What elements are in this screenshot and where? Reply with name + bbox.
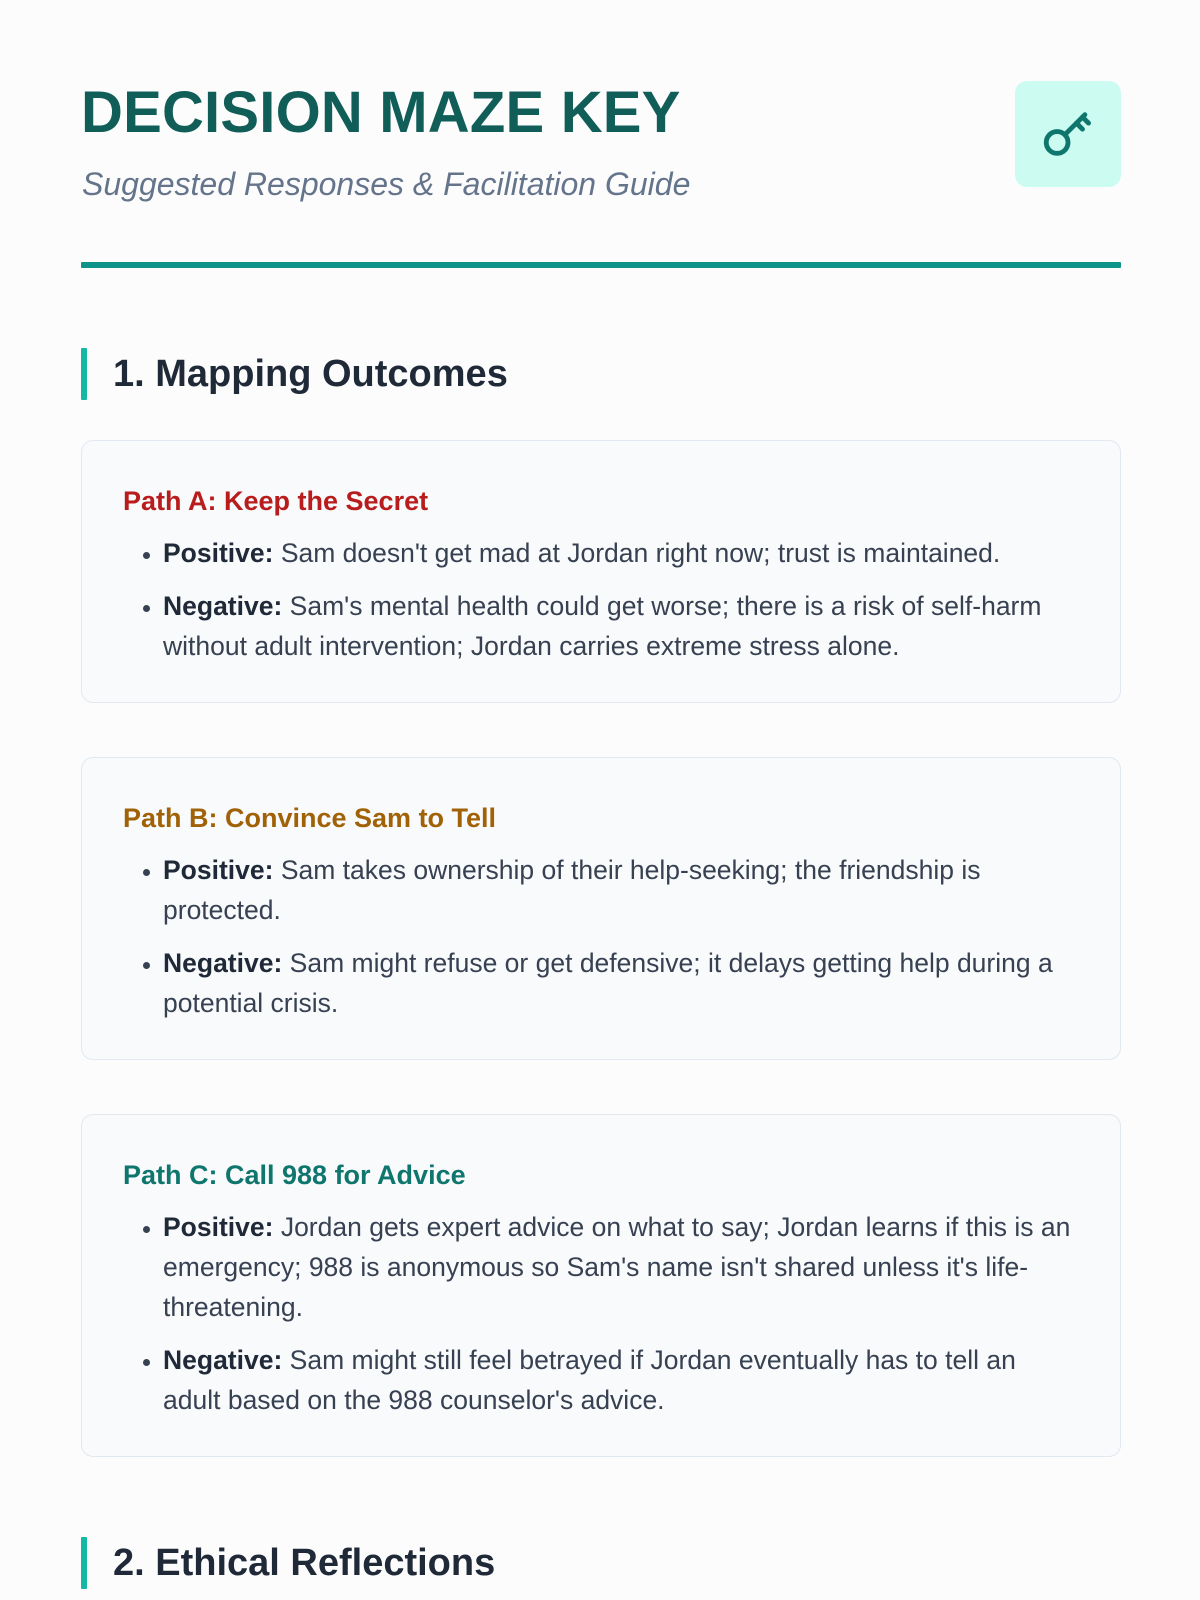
positive-label: Positive: [163,1212,274,1242]
section-heading-mapping-outcomes: 1. Mapping Outcomes [81,348,1121,400]
path-c-positive [163,1207,1080,1327]
negative-label: Negative: [163,1345,283,1375]
negative-label: Negative: [163,591,283,621]
positive-text: Jordan gets expert advice on what to say; Jordan learns if this is an emergency; 988 is anonymous so Sam's name isn't shared unless it's life-threatening. [163,1212,1071,1322]
page-subtitle: Suggested Responses & Facilitation Guide [82,166,691,202]
path-a-card [81,440,1121,703]
path-b-negative [163,943,1080,1023]
negative-text: Sam's mental health could get worse; there is a risk of self-harm without adult intervention; Jordan carries extreme stress alone. [163,591,1042,661]
path-a-positive [163,533,1080,573]
negative-text: Sam might still feel betrayed if Jordan eventually has to tell an adult based on the 988 counselor's advice. [163,1345,1016,1415]
path-c-title: Path C: Call 988 for Advice [123,1160,466,1190]
path-a-list [123,533,1080,666]
path-c-list [123,1207,1080,1420]
path-c-card [81,1114,1121,1457]
positive-text: Sam takes ownership of their help-seeking; the friendship is protected. [163,855,981,925]
path-a-negative [163,586,1080,666]
key-badge [1015,81,1121,187]
path-c-negative [163,1340,1080,1420]
path-b-positive [163,850,1080,930]
negative-label: Negative: [163,948,283,978]
path-b-list [123,850,1080,1023]
path-b-title: Path B: Convince Sam to Tell [123,803,497,833]
negative-text: Sam might refuse or get defensive; it delays getting help during a potential crisis. [163,948,1053,1018]
path-b-card [81,757,1121,1060]
header-divider [81,262,1121,268]
page [81,0,1121,1589]
key-icon [1039,105,1097,163]
path-a-title: Path A: Keep the Secret [123,486,429,516]
positive-text: Sam doesn't get mad at Jordan right now; trust is maintained. [273,538,1001,568]
page-title: DECISION MAZE KEY [81,80,681,145]
section-heading-ethical-reflections: 2. Ethical Reflections [81,1537,1121,1589]
positive-label: Positive: [163,538,274,568]
positive-label: Positive: [163,855,274,885]
page-header [81,0,1121,268]
